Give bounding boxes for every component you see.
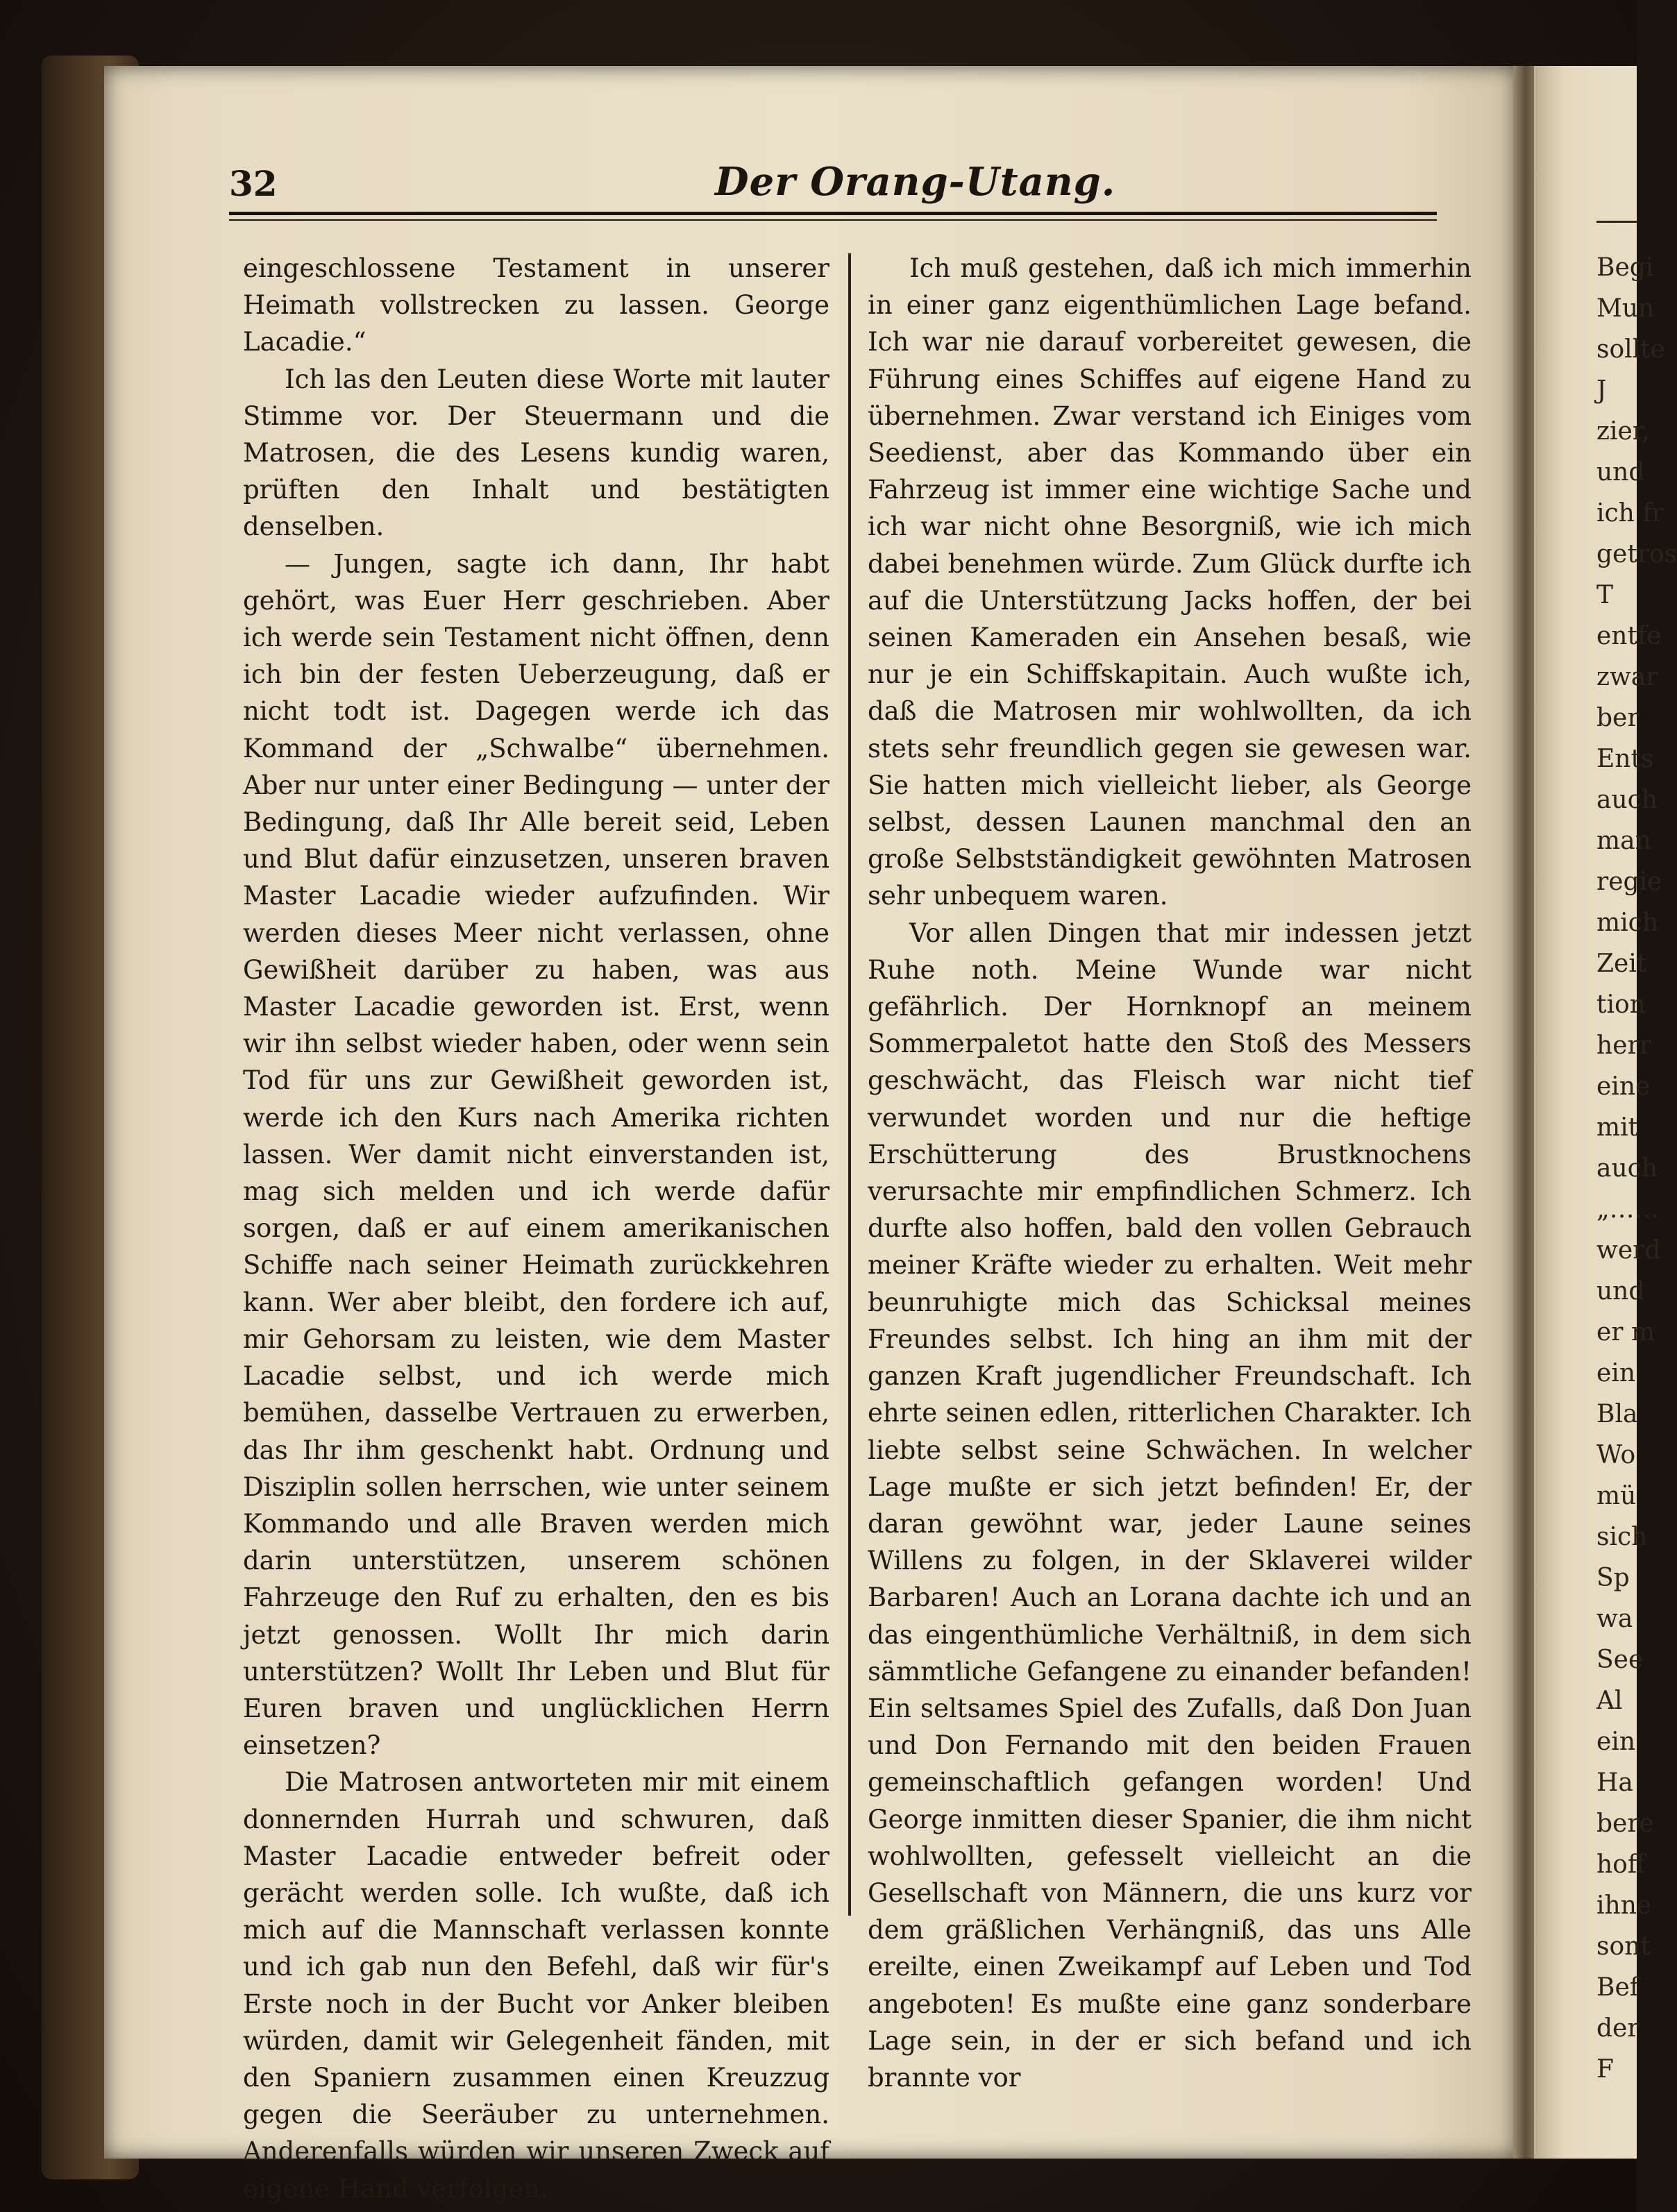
right-page-fragment: Wo [1596,1441,1636,1469]
right-page-fragment: bere [1596,1809,1654,1838]
right-page-fragment: T [1596,581,1614,609]
right-page-fragment: ber [1596,704,1640,732]
paragraph: Vor allen Dingen that mir indessen jetzt Ruhe noth. Meine Wunde war nicht gefährlich. Der Hornknopf an meinem Sommerpaletot hatte den Stoß des Messers geschwächt, das Fleisch war nicht tief verwundet worden und nur die heftige Erschütterung des Brustknochens verursachte mir empfindlichen Schmerz. Ich durfte also hoffen, bald den vollen Gebrauch meiner Kräfte wieder zu erhalten. Weit mehr beunruhigte mich das Schicksal meines Freundes selbst. Ich hing an ihm mit der ganzen Kraft jugendlicher Freundschaft. Ich ehrte seinen edlen, ritterlichen Charakter. Ich liebte selbst seine Schwächen. In welcher Lage mußte er sich jetzt befinden! Er, der daran gewöhnt war, jeder Laune seines Willens zu folgen, in der Sklaverei wilder Barbaren! Auch an Lorana dachte ich und an das eingenthümliche Verhältniß, in dem sich sämmtliche Gefangene zu einander befanden! Ein seltsames Spiel des Zufalls, daß Don Juan und Don Fernando mit den beiden Frauen gemeinschaftlich gefangen worden! Und George inmitten dieser Spanier, die ihm nicht wohlwollten, gefesselt vielleicht an die Gesellschaft von Männern, die uns kurz vor dem gräßlichen Verhängniß, das uns Alle ereilte, einen Zweikampf auf Leben und Tod angeboten! Es mußte eine ganz sonderbare Lage sein, in der er sich befand und ich brannte vor [868,918,1472,2093]
right-page-fragment: Bef [1596,1973,1640,2002]
right-page-fragment: auch [1596,786,1658,814]
paragraph: eingeschlossene Testament in unserer Heimath vollstrecken zu lassen. George Lacadie.“ [243,253,829,357]
right-page-fragment: zwar [1596,663,1658,691]
right-page-fragment: werd [1596,1236,1661,1265]
right-page-fragment: wa [1596,1605,1633,1633]
running-title: Der Orang-Utang. [715,159,1116,205]
right-page-fragment: ein [1596,1728,1636,1756]
right-page-fragment: mich [1596,909,1658,937]
right-page-fragment: man [1596,827,1651,855]
right-page-fragment: Bla [1596,1400,1638,1428]
right-page-fragment: auch [1596,1154,1658,1183]
right-page-fragment: und [1596,458,1645,487]
right-page-fragment: sollte [1596,335,1665,364]
right-page-fragment: tion [1596,990,1646,1019]
right-page-fragment: Zeit [1596,949,1647,978]
right-page-fragment: ihne [1596,1891,1652,1920]
page-header [229,159,1437,219]
right-page-header-rule [1596,221,1637,223]
right-page-fragment: und [1596,1277,1645,1306]
right-page-fragment: getros [1596,540,1677,568]
right-page-fragment: Al [1596,1687,1623,1715]
right-page-fragment: sont [1596,1932,1651,1961]
right-page-fragment: eine [1596,1072,1651,1101]
right-page-fragment: See [1596,1646,1644,1674]
right-page-fragment: Ha [1596,1768,1633,1797]
page-number: 32 [229,163,278,204]
header-rule-thin [229,219,1437,221]
right-page-fragment: entfe [1596,622,1662,650]
right-page-fragment: Begi [1596,253,1654,282]
paragraph: — Jungen, sagte ich dann, Ihr habt gehört, was Euer Herr geschrieben. Aber ich werde sein Testament nicht öffnen, denn ich bin der festen Ueberzeugung, daß er nicht todt ist. Dagegen werde ich das Kommand der „Schwalbe“ übernehmen. Aber nur unter einer Bedingung — unter der Bedingung, daß Ihr Alle bereit seid, Leben und Blut dafür einzusetzen, unseren braven Master Lacadie wieder aufzufinden. Wir werden dieses Meer nicht verlassen, ohne Gewißheit darüber zu haben, was aus Master Lacadie geworden ist. Erst, wenn wir ihn selbst wieder haben, oder wenn sein Tod für uns zur Gewißheit geworden ist, werde ich den Kurs nach Amerika richten lassen. Wer damit nicht einverstanden ist, mag sich melden und ich werde dafür sorgen, daß er auf einem amerikanischen Schiffe nach seiner Heimath zurückkehren kann. Wer aber bleibt, den fordere ich auf, mir Gehorsam zu leisten, wie dem Master Lacadie selbst, und ich werde mich bemühen, dasselbe Vertrauen zu erwerben, das Ihr ihm geschenkt habt. Ordnung und Disziplin sollen herrschen, wie unter seinem Kommando und alle Braven werden mich darin unterstützen, unserem schönen Fahrzeuge den Ruf zu erhalten, den es bis jetzt genossen. Wollt Ihr mich darin unterstützen? Wollt Ihr Leben und Blut für Euren braven und unglücklichen Herrn einsetzen? [243,548,829,1761]
header-rule-thick [229,212,1437,215]
text-column-right [868,250,1472,2096]
paragraph: Ich las den Leuten diese Worte mit lauter Stimme vor. Der Steuermann und die Matrosen, die des Lesens kundig waren, prüften den Inhalt und bestätigten denselben. [243,364,829,542]
text-column-left [243,250,829,2207]
right-page-fragment: J [1596,376,1607,405]
column-divider [848,253,851,1916]
right-page-fragment: herr [1596,1031,1651,1060]
right-page-fragment: Sp [1596,1564,1630,1592]
paragraph: Die Matrosen antworteten mir mit einem donnernden Hurrah und schwuren, daß Master Lacadie entweder befreit oder gerächt werden solle. Ich wußte, daß ich mich auf die Mannschaft verlassen konnte und ich gab nun den Befehl, daß wir für's Erste noch in der Bucht vor Anker bleiben würden, damit wir Gelegenheit fänden, mit den Spaniern zusammen einen Kreuzzug gegen die Seeräuber zu unternehmen. Anderenfalls würden wir unseren Zweck auf eigene Hand verfolgen. [243,1767,829,2204]
right-page-fragment: sich [1596,1523,1648,1551]
right-page-fragment: ein [1596,1359,1636,1387]
right-page-fragment: hoff [1596,1850,1646,1879]
right-page-fragment: der [1596,2014,1640,2043]
right-page-fragment: Mun [1596,294,1655,323]
right-page-fragment: ich fr [1596,499,1664,527]
right-page-fragment: regie [1596,868,1662,896]
right-page-fragment: mü [1596,1482,1637,1510]
paragraph: Ich muß gestehen, daß ich mich immerhin in einer ganz eigenthümlichen Lage befand. Ich war nie darauf vorbereitet gewesen, die Führung eines Schiffes auf eigene Hand zu übernehmen. Zwar verstand ich Einiges vom Seedienst, aber das Kommando über ein Fahrzeug ist immer eine wichtige Sache und ich war nicht ohne Besorgniß, wie ich mich dabei benehmen würde. Zum Glück durfte ich auf die Unterstützung Jacks hoffen, der bei seinen Kameraden ein Ansehen besaß, wie nur je ein Schiffskapitain. Auch wußte ich, daß die Matrosen mir wohlwollten, da ich stets sehr freundlich gegen sie gewesen war. Sie hatten mich vielleicht lieber, als George selbst, dessen Launen manchmal den an große Selbstständigkeit gewöhnten Matrosen sehr unbequem waren. [868,253,1472,911]
right-page-fragment: F [1596,2055,1614,2084]
right-page-fragment: er m [1596,1318,1655,1346]
right-page-fragment: mit [1596,1113,1639,1142]
right-page-fragment: „…… [1596,1195,1660,1224]
right-page-fragment: Ents [1596,745,1654,773]
right-page-edge [1534,66,1640,2159]
right-page-fragment: zier, [1596,417,1650,446]
